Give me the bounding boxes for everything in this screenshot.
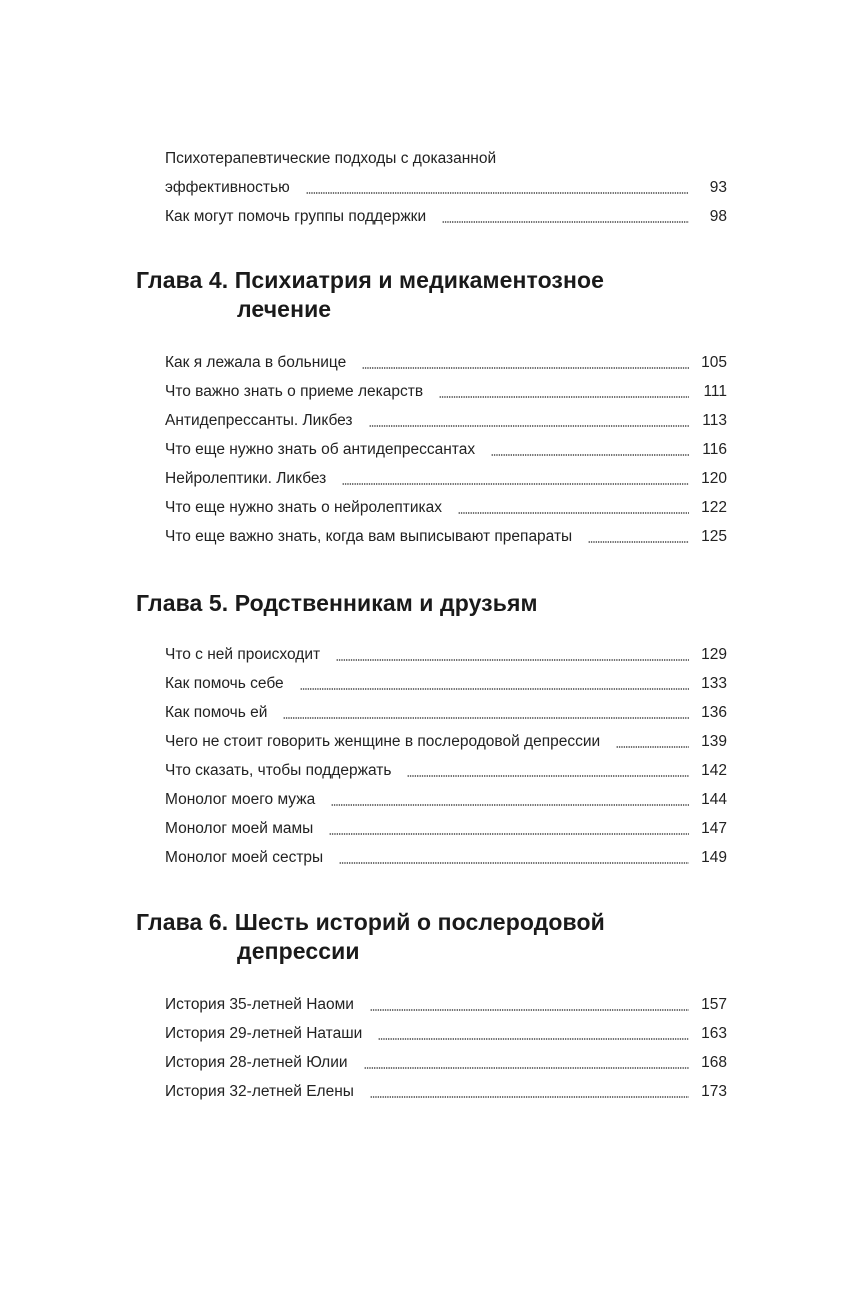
toc-entry-page: 98 <box>709 208 727 225</box>
toc-entry-page: 149 <box>701 849 727 866</box>
chapter-heading-line1: Глава 4. Психиатрия и медикаментозное <box>136 267 604 293</box>
chapter-heading[interactable] <box>136 589 538 618</box>
dot-leader <box>378 1038 689 1040</box>
toc-entry-title: Антидепрессанты. Ликбез <box>165 412 353 429</box>
chapter-heading-line1: Глава 5. Родственникам и друзьям <box>136 590 538 616</box>
toc-entry-title: Чего не стоит говорить женщине в послеродовой депрессии <box>165 733 601 750</box>
dot-leader <box>370 1096 689 1098</box>
toc-entry-title: Как помочь ей <box>165 704 268 721</box>
toc-entry-title: Что еще нужно знать об антидепрессантах <box>165 441 476 458</box>
toc-entry-title: Монолог моей мамы <box>165 820 314 837</box>
toc-entry[interactable] <box>165 788 727 810</box>
dot-leader <box>342 483 689 485</box>
chapter-heading[interactable] <box>136 908 605 966</box>
toc-entry-page: 120 <box>701 470 727 487</box>
toc-entry[interactable] <box>165 993 727 1015</box>
toc-entry[interactable] <box>165 525 727 547</box>
toc-entry-page: 157 <box>701 996 727 1013</box>
toc-entry-page: 122 <box>701 499 727 516</box>
toc-entry-page: 129 <box>701 646 727 663</box>
dot-leader <box>336 659 689 661</box>
toc-entry-title: История 32-летней Елены <box>165 1083 354 1100</box>
toc-entry[interactable] <box>165 672 727 694</box>
toc-entry-page: 93 <box>709 179 727 196</box>
toc-entry[interactable] <box>165 467 727 489</box>
dot-leader <box>491 454 689 456</box>
toc-entry-title: эффективностью <box>165 179 290 196</box>
dot-leader <box>283 717 689 719</box>
toc-entry-page: 168 <box>701 1054 727 1071</box>
toc-entry-title: История 29-летней Наташи <box>165 1025 363 1042</box>
toc-entry[interactable] <box>165 496 727 518</box>
toc-entry-title: Монолог моей сестры <box>165 849 324 866</box>
toc-entry[interactable] <box>165 1051 727 1073</box>
toc-entry[interactable] <box>165 409 727 431</box>
dot-leader <box>362 367 689 369</box>
toc-entry-title: Что сказать, чтобы поддержать <box>165 762 392 779</box>
toc-entry-title: Что с ней происходит <box>165 646 321 663</box>
chapter-heading-line2: лечение <box>237 296 332 322</box>
toc-entry-title: История 28-летней Юлии <box>165 1054 348 1071</box>
chapter-heading[interactable] <box>136 266 604 324</box>
dot-leader <box>369 425 689 427</box>
dot-leader <box>339 862 689 864</box>
toc-entry[interactable] <box>165 1080 727 1102</box>
chapter-heading-line1: Глава 6. Шесть историй о послеродовой <box>136 909 605 935</box>
toc-entry-title: Нейролептики. Ликбез <box>165 470 327 487</box>
toc-entry[interactable] <box>165 846 727 868</box>
toc-entry-page: 136 <box>701 704 727 721</box>
toc-entry[interactable] <box>165 643 727 665</box>
toc-entry-title: Что важно знать о приеме лекарств <box>165 383 424 400</box>
dot-leader <box>306 192 689 194</box>
toc-entry-page: 116 <box>702 441 727 458</box>
toc-entry-page: 142 <box>701 762 727 779</box>
toc-entry-title: Как помочь себе <box>165 675 284 692</box>
toc-entry-page: 105 <box>701 354 727 371</box>
dot-leader <box>329 833 689 835</box>
toc-entry-page: 173 <box>701 1083 727 1100</box>
toc-entry[interactable] <box>165 817 727 839</box>
toc-entry-title: Что еще нужно знать о нейролептиках <box>165 499 443 516</box>
dot-leader <box>331 804 689 806</box>
dot-leader <box>300 688 689 690</box>
dot-leader <box>588 541 689 543</box>
toc-entry-page: 163 <box>701 1025 727 1042</box>
toc-entry[interactable] <box>165 205 727 227</box>
toc-entry-page: 139 <box>701 733 727 750</box>
toc-entry-title: Как я лежала в больнице <box>165 354 347 371</box>
toc-entry-page: 147 <box>701 820 727 837</box>
chapter-heading-line2: депрессии <box>237 938 360 964</box>
toc-entry-title: Что еще важно знать, когда вам выписывают препараты <box>165 528 573 545</box>
toc-entry[interactable] <box>165 351 727 373</box>
toc-entry-page: 113 <box>702 412 727 429</box>
toc-entry[interactable] <box>165 701 727 723</box>
dot-leader <box>439 396 689 398</box>
dot-leader <box>458 512 689 514</box>
dot-leader <box>407 775 689 777</box>
toc-entry[interactable] <box>165 730 727 752</box>
dot-leader <box>442 221 689 223</box>
toc-entry-page: 144 <box>701 791 727 808</box>
toc-entry-title: Как могут помочь группы поддержки <box>165 208 427 225</box>
toc-entry[interactable] <box>165 759 727 781</box>
toc-entry-title: История 35-летней Наоми <box>165 996 354 1013</box>
toc-entry-page: 133 <box>701 675 727 692</box>
toc-entry[interactable] <box>165 380 727 402</box>
dot-leader <box>370 1009 689 1011</box>
toc-entry[interactable] <box>165 438 727 460</box>
toc-entry-page: 125 <box>701 528 727 545</box>
toc-entry-title: Монолог моего мужа <box>165 791 316 808</box>
dot-leader <box>364 1067 689 1069</box>
toc-entry[interactable] <box>165 176 727 198</box>
toc-entry-page: 111 <box>703 383 727 400</box>
toc-entry[interactable] <box>165 1022 727 1044</box>
toc-entry-title-line1: Психотерапевтические подходы с доказанной <box>165 150 497 167</box>
dot-leader <box>616 746 689 748</box>
